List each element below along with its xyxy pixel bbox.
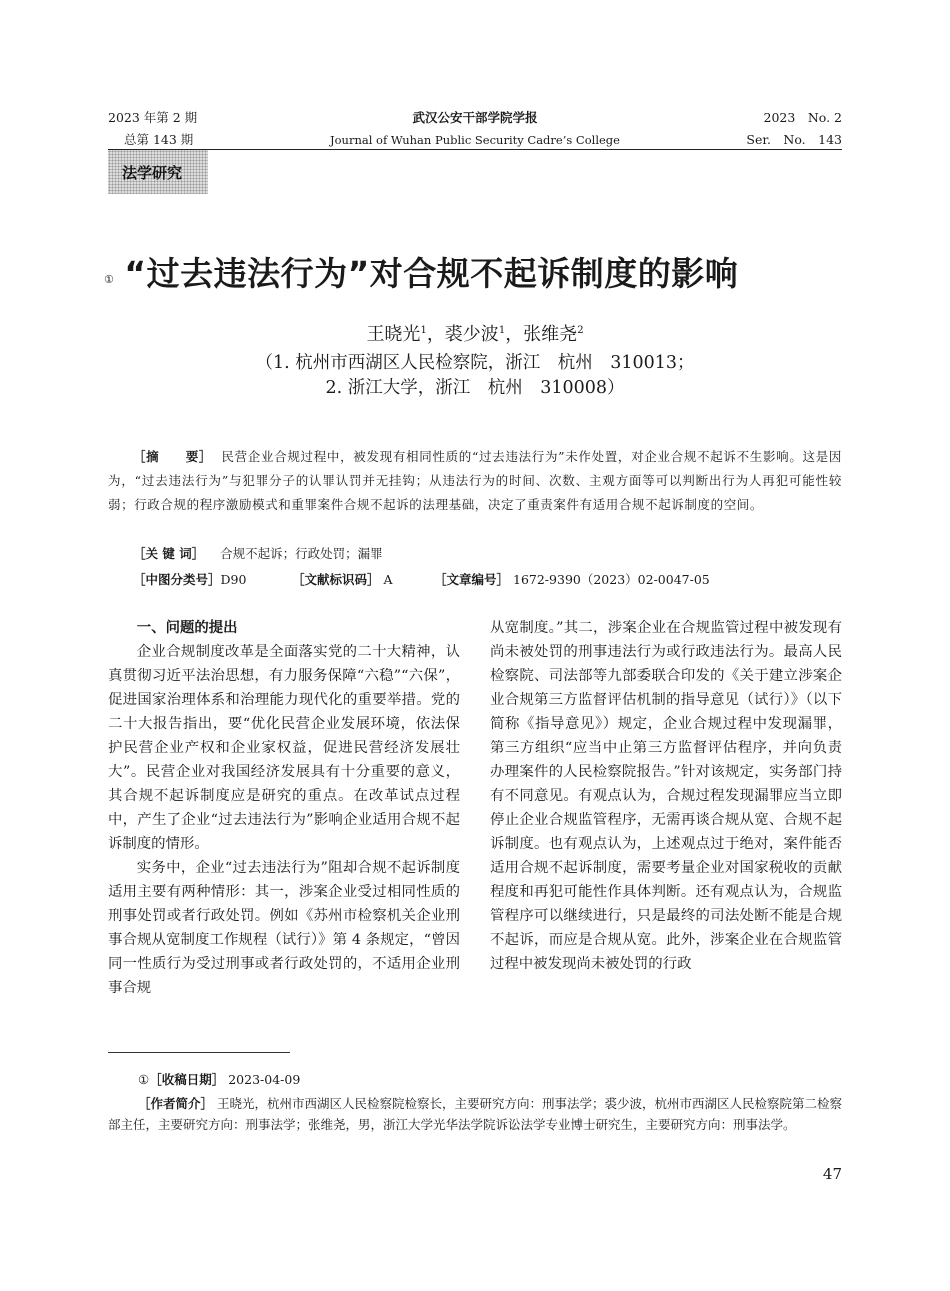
classification-clc — [133, 570, 246, 588]
footnote-authors — [108, 1093, 842, 1135]
body-right-column — [490, 616, 842, 976]
paragraph: 实务中，企业“过去违法行为”阻却合规不起诉制度适用主要有两种情形：其一，涉案企业受过相同性质的刑事处罚或者行政处罚。例如《苏州市检察机关企业刑事合规从宽制度工作规程（试行）》第 4 条规定，“曾因同一性质行为受过刑事或者行政处罚的，不适用企业刑事合规 — [108, 860, 460, 996]
section-tag — [108, 150, 208, 194]
author-1-affil: 1 — [420, 325, 427, 336]
header-rule — [108, 149, 842, 150]
clc-value: D90 — [220, 572, 247, 587]
author-intro-label: ［作者简介］ — [138, 1096, 214, 1111]
footnote-rule — [108, 1052, 290, 1053]
header-journal-cn: 武汉公安干部学院学报 — [412, 110, 538, 125]
authors — [0, 320, 950, 346]
affiliation-line-1: （1. 杭州市西湖区人民检察院，浙江 杭州 310013； — [255, 353, 695, 373]
received-mark: ① — [138, 1072, 150, 1087]
author-1: 王晓光 — [366, 324, 421, 345]
keywords-text: 合规不起诉；行政处罚；漏罪 — [220, 546, 383, 561]
header-issue-en: 2023 No. 2 — [763, 110, 842, 125]
keywords-label: ［关 键 词］ — [133, 546, 205, 561]
abstract-label: ［摘 要］ — [133, 449, 213, 464]
author-3: ，张维尧 — [505, 324, 578, 345]
body-left-column — [108, 616, 460, 1000]
footnote-received — [108, 1069, 842, 1090]
header-journal-en: Journal of Wuhan Public Security Cadre’s College — [330, 133, 620, 147]
paragraph: 从宽制度。”其二，涉案企业在合规监管过程中被发现有尚未被处罚的刑事违法行为或行政违法行为。最高人民检察院、司法部等九部委联合印发的《关于建立涉案企业合规第三方监督评估机制的指导意见（试行）》（以下简称《指导意见》）规定，企业合规过程中发现漏罪，第三方组织“应当中止第三方监督评估程序，并向负责办理案件的人民检察院报告。”针对该规定，实务部门持有不同意见。有观点认为，合规过程发现漏罪应当立即停止企业合规监管程序，无需再谈合规从宽、合规不起诉制度。也有观点认为，上述观点过于绝对，案件能否适用合规不起诉制度，需要考量企业对国家税收的贡献程度和再犯可能性作具体判断。还有观点认为，合规监管程序可以继续进行，只是最终的司法处断不能是合规不起诉，而应是合规从宽。此外，涉案企业在合规监管过程中被发现尚未被处罚的行政 — [490, 620, 842, 972]
paragraph: 企业合规制度改革是全面落实党的二十大精神，认真贯彻习近平法治思想，有力服务保障“六稳”“六保”，促进国家治理体系和治理能力现代化的重要举措。党的二十大报告指出，要“优化民营企业发展环境，依法保护民营企业产权和企业家权益，促进民营经济发展壮大”。民营企业对我国经济发展具有十分重要的意义，其合规不起诉制度应是研究的重点。在改革试点过程中，产生了企业“过去违法行为”影响企业适用合规不起诉制度的情形。 — [108, 644, 460, 852]
author-3-affil: 2 — [577, 325, 584, 336]
page-number: 47 — [822, 1165, 842, 1183]
abstract — [108, 445, 842, 517]
received-date: 2023-04-09 — [228, 1072, 301, 1087]
doc-code-value: A — [383, 572, 393, 587]
article-no-label: ［文章编号］ — [434, 572, 510, 587]
title-footnote-mark: ① — [104, 273, 115, 286]
article-title: “过去违法行为”对合规不起诉制度的影响 — [124, 254, 739, 293]
header-ser-en: Ser. No. 143 — [746, 132, 842, 147]
author-2: ，裘少波 — [426, 324, 499, 345]
classification-article — [434, 570, 710, 588]
affiliation-line-2: 2. 浙江大学，浙江 杭州 310008） — [325, 378, 625, 398]
author-2-affil: 1 — [498, 325, 506, 336]
section-heading-1: 一、问题的提出 — [136, 620, 238, 636]
abstract-text: 民营企业合规过程中，被发现有相同性质的“过去违法行为”未作处置，对企业合规不起诉不生影响。这是因为，“过去违法行为”与犯罪分子的认罪认罚并无挂钩；从违法行为的时间、次数、主观方面等可以判断出行为人再犯可能性较弱；行政合规的程序激励模式和重罪案件合规不起诉的法理基础，决定了重责案件有适用合规不起诉制度的空间。 — [108, 449, 842, 512]
section-label: 法学研究 — [122, 164, 183, 182]
article-no-value: 1672-9390（2023）02-0047-05 — [513, 572, 710, 587]
classification-doc — [292, 570, 393, 588]
header-issue: 2023 年第 2 期 — [108, 110, 198, 125]
keywords — [133, 544, 383, 562]
clc-label: ［中图分类号］ — [133, 572, 221, 587]
header-total-issue: 总第 143 期 — [124, 132, 194, 147]
author-intro-text: 王晓光，杭州市西湖区人民检察院检察长，主要研究方向：刑事法学；裘少波，杭州市西湖区人民检察院第二检察部主任，主要研究方向：刑事法学；张维尧，男，浙江大学光华法学院诉讼法学专业博士研究生，主要研究方向：刑事法学。 — [108, 1096, 843, 1132]
doc-code-label: ［文献标识码］ — [292, 572, 380, 587]
received-label: ［收稿日期］ — [149, 1072, 225, 1087]
article-title-block — [104, 248, 864, 295]
